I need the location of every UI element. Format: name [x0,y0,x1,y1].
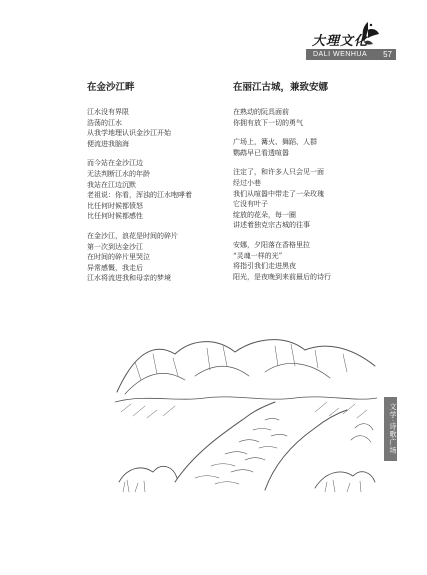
poem-line: 安娜，夕阳落在香格里拉 [233,240,310,249]
poem-line: 从我学地理认识金沙江开始 [87,129,171,138]
poem-line: 老祖说：你看，浑浊的江水咆哮着 [87,191,192,200]
poem-line: 将指引我们走进黑夜 [233,262,296,271]
poem-line: 比任何时候都感性 [87,212,143,221]
river-valley-sketch [115,332,377,494]
poem-line: 你拥有放下一切的勇气 [233,118,303,127]
poem-line: 阳光，是夜晚到来前最后的诗行 [233,272,331,281]
page-number: 57 [383,50,392,59]
poem-stanza [87,158,227,222]
poem-line: 经过小巷 [233,178,261,187]
poem-line: 在金沙江，浪花是时间的碎片 [87,231,178,240]
poem-line: 第一次到达金沙江 [87,242,143,251]
poem-line: 江水没有界限 [87,108,129,116]
poem-stanza [233,107,393,128]
poem-line: 绽放的花朵，每一圈 [233,210,296,219]
poem-stanza [233,137,393,158]
poem-line: 而今站在金沙江边 [87,159,143,168]
section-tab: 文学·诗歌广场 [384,397,397,461]
poem-line: 广场上，篝火、舞蹈、人群 [233,138,317,147]
poem-title: 在丽江古城，兼致安娜 [233,82,329,93]
poem-stanza [87,231,227,284]
poem-line: 便流进我脑海 [87,139,129,148]
poem-line: “灵魂一样的光” [233,251,283,260]
poem-left [87,82,227,293]
poem-line: 浩荡的江水 [87,118,122,127]
poem-line: 我站在江边沉默 [87,180,136,189]
poem-line: 鹦鹉早已看透喧嚣 [233,148,289,157]
poem-line: 在时间的碎片里哭泣 [87,253,150,262]
poem-line: 注定了，和许多人只会见一面 [233,168,324,177]
poem-line: 比任何时候都愤怒 [87,201,143,210]
poem-line: 我们从喧嚣中带走了一朵玫瑰 [233,189,324,198]
poem-line: 讲述着独克宗古城的往事 [233,221,310,230]
poem-right [233,82,393,291]
poem-line: 江水将流进我和母亲的梦境 [87,274,171,283]
poem-stanza [233,240,393,282]
poem-line: 它没有叶子 [233,200,268,209]
poem-stanza [233,167,393,231]
poem-line: 无法判断江水的年龄 [87,169,150,178]
poem-line: 在熟动的阮具面前 [233,108,289,116]
poem-stanza [87,107,227,149]
poem-title: 在金沙江畔 [87,82,135,93]
poem-line: 异常感慨，我走后 [87,263,143,272]
magazine-subtitle: DALI WENHUA [313,51,368,58]
magazine-logo-title: 大理文化 [312,34,369,49]
header-bar [306,49,396,60]
